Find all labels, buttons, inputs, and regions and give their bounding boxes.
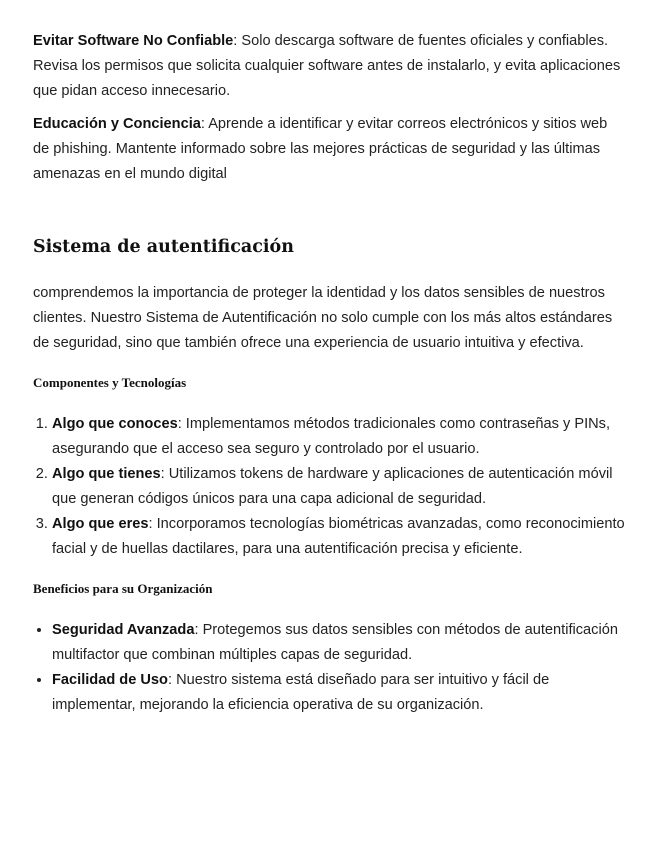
section-title: Sistema de autentificación <box>33 237 294 257</box>
item-term: Seguridad Avanzada <box>52 622 195 638</box>
intro-paragraph <box>33 29 625 104</box>
intro-text: : Solo descarga software de fuentes oficiales y confiables. Revisa los permisos que solicita cualquier software antes de instalarlo, y evita aplicaciones que pidan acceso innecesario. <box>33 33 621 99</box>
intro-paragraph <box>33 112 625 187</box>
list-item <box>52 462 625 512</box>
intro-term: Educación y Conciencia <box>33 116 201 132</box>
item-term: Algo que tienes <box>52 466 161 482</box>
intro-text: : Aprende a identificar y evitar correos electrónicos y sitios web de phishing. Mantente informado sobre las mejores prácticas de seguridad y las últimas amenazas en el mundo digital <box>33 116 608 182</box>
document-page <box>33 29 625 718</box>
item-term: Facilidad de Uso <box>52 672 168 688</box>
list-item <box>52 412 625 462</box>
components-title: Componentes y Tecnologías <box>33 375 187 390</box>
components-list <box>33 412 625 562</box>
item-term: Algo que conoces <box>52 416 178 432</box>
item-text: : Nuestro sistema está diseñado para ser intuitivo y fácil de implementar, mejorando la eficiencia operativa de su organización. <box>52 672 550 713</box>
item-text: : Incorporamos tecnologías biométricas avanzadas, como reconocimiento facial y de huellas dactilares, para una autentificación precisa y eficiente. <box>52 516 625 557</box>
list-item <box>52 618 625 668</box>
item-text: : Implementamos métodos tradicionales como contraseñas y PINs, asegurando que el acceso sea seguro y controlado por el usuario. <box>52 416 611 457</box>
benefits-list <box>33 618 625 718</box>
benefits-title: Beneficios para su Organización <box>33 581 213 596</box>
item-term: Algo que eres <box>52 516 149 532</box>
item-text: : Protegemos sus datos sensibles con métodos de autentificación multifactor que combinan múltiples capas de seguridad. <box>52 622 618 663</box>
list-item <box>52 512 625 562</box>
section-body: comprendemos la importancia de proteger la identidad y los datos sensibles de nuestros clientes. Nuestro Sistema de Autentificación no solo cumple con los más altos estándares de seguridad, sino que también ofrece una experiencia de usuario intuitiva y efectiva. <box>33 285 613 351</box>
intro-term: Evitar Software No Confiable <box>33 33 234 49</box>
list-item <box>52 668 625 718</box>
item-text: : Utilizamos tokens de hardware y aplicaciones de autenticación móvil que generan códigos únicos para una capa adicional de seguridad. <box>52 466 613 507</box>
